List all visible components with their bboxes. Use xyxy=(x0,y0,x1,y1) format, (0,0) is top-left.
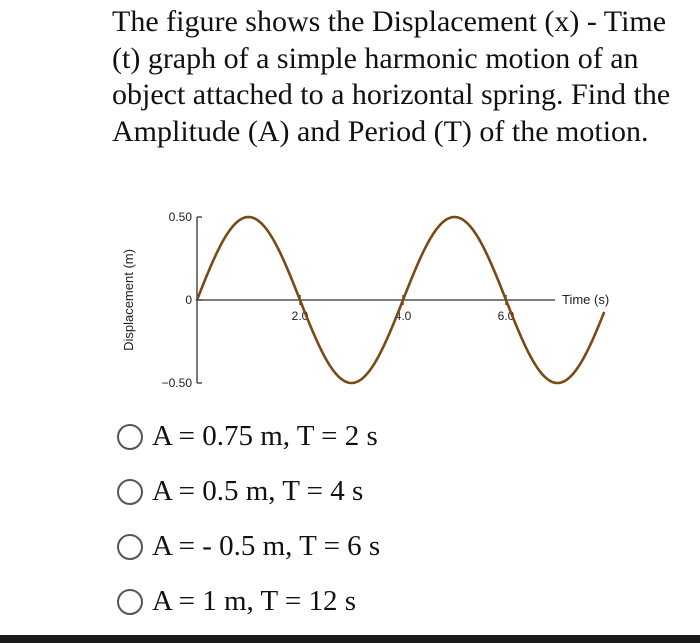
option-b[interactable] xyxy=(117,464,677,519)
answer-options xyxy=(117,409,677,629)
option-label: A = 1 m, T = 12 s xyxy=(152,585,357,617)
option-c[interactable] xyxy=(117,519,677,574)
y-tick-label: 0.50 xyxy=(168,210,192,224)
question-text: The figure shows the Displacement (x) - Time (t) graph of a simple harmonic motion of an object attached to a horizontal spring. Find the Amplitude (A) and Period (T) of the motion. xyxy=(112,5,671,148)
y-tick-label: −0.50 xyxy=(161,376,192,390)
radio-button[interactable] xyxy=(117,534,143,560)
x-tick-label: 6.0 xyxy=(497,309,515,323)
radio-button[interactable] xyxy=(117,479,143,505)
radio-button[interactable] xyxy=(117,424,143,450)
option-a[interactable] xyxy=(117,409,677,464)
option-label: A = 0.75 m, T = 2 s xyxy=(152,420,378,452)
option-label: A = - 0.5 m, T = 6 s xyxy=(152,530,381,562)
radio-button[interactable] xyxy=(117,589,143,615)
y-axis-label: Displacement (m) xyxy=(121,249,136,351)
displacement-time-chart xyxy=(100,196,640,396)
y-tick-label: 0 xyxy=(185,293,192,307)
option-d[interactable] xyxy=(117,574,677,629)
option-label: A = 0.5 m, T = 4 s xyxy=(152,475,364,507)
x-tick-label: 4.0 xyxy=(394,309,412,323)
x-tick-label: 2.0 xyxy=(291,309,309,323)
x-axis-label: Time (s) xyxy=(562,292,610,307)
